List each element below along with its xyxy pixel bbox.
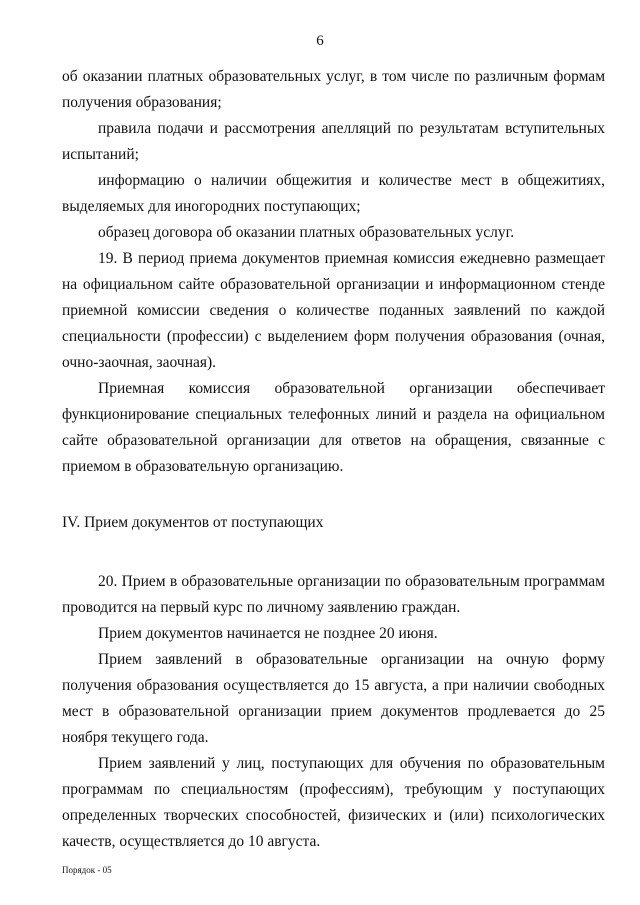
section-heading: IV. Прием документов от поступающих: [62, 514, 324, 531]
paragraph-item-20: 20. Прием в образовательные организации по образовательным программам проводится на первый курс по личному заявлению граждан.: [62, 573, 605, 616]
document-body: [62, 64, 605, 855]
page-number: 6: [316, 33, 324, 49]
paragraph-contract-sample: образец договора об оказании платных образовательных услуг.: [98, 224, 515, 241]
paragraph-full-time-deadline: Прием заявлений в образовательные организации на очную форму получения образования осуществляется до 15 августа, а при наличии свободных мест в образовательной организации прием документов продлевается до 25 ноября текущего года.: [62, 651, 605, 746]
paragraph-dormitory-info: информацию о наличии общежития и количестве мест в общежитиях, выделяемых для иногородних поступающих;: [62, 172, 605, 215]
paragraph-start-date: Прием документов начинается не позднее 20 июня.: [98, 625, 438, 642]
paragraph-hotline: Приемная комиссия образовательной организации обеспечивает функционирование специальных телефонных линий и раздела на официальном сайте образовательной организации для ответов на обращения, связанные с приемом в образовательную организацию.: [62, 380, 605, 475]
paragraph-appeal-rules: правила подачи и рассмотрения апелляций по результатам вступительных испытаний;: [62, 120, 605, 163]
paragraph-continuation: об оказании платных образовательных услуг, в том числе по различным формам получения образования;: [62, 68, 605, 111]
paragraph-creative-deadline: Прием заявлений у лиц, поступающих для обучения по образовательным программам по специальностям (профессиям), требующим у поступающих определенных творческих способностей, физических и (или) психологических качеств, осуществляется до 10 августа.: [62, 755, 605, 850]
footer-document-code: Порядок - 05: [62, 865, 112, 875]
paragraph-item-19: 19. В период приема документов приемная комиссия ежедневно размещает на официальном сайте образовательной организации и информационном стенде приемной комиссии сведения о количестве поданных заявлений по каждой специальности (профессии) с выделением форм получения образования (очная, очно-заочная, заочная).: [62, 250, 605, 371]
